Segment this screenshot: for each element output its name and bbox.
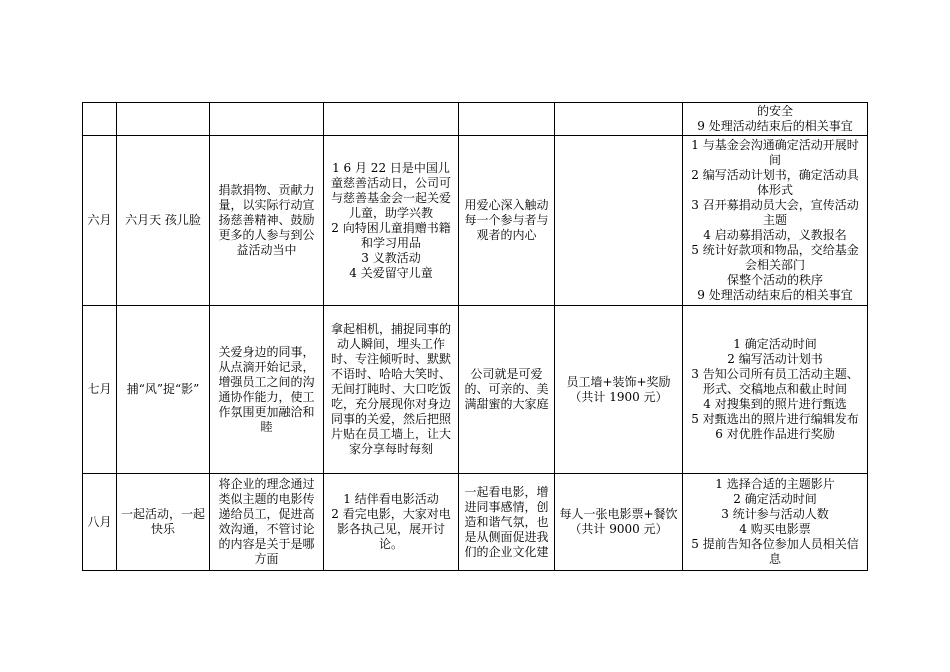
content-cell bbox=[324, 136, 459, 306]
step-line: 4 购买电影票 bbox=[739, 522, 811, 536]
purpose-cell: 将企业的理念通过类似主题的电影传递给员工，促进高效沟通，不管讨论的内容是关于是哪方面 bbox=[210, 474, 324, 571]
table-row bbox=[83, 306, 868, 474]
content-line: 拿起相机，捕捉同事的动人瞬间，埋头工作时、专注倾听时、默默不语时、哈哈大笑时、无间打盹时、大口吃饭吃，充分展现你对身边同事的关爱，然后把照片贴在员工墙上，让大家分享每时每刻 bbox=[330, 322, 451, 456]
meaning-cell: 一起看电影，增进同事感情，创造和谐气氛，也是从侧面促进我们的企业文化建 bbox=[459, 474, 555, 571]
content-cell bbox=[324, 306, 459, 474]
purpose-cell bbox=[210, 103, 324, 136]
theme-cell: 捕“风”捉“影” bbox=[117, 306, 210, 474]
month-cell: 六月 bbox=[83, 136, 117, 306]
step-line: 5 对甄选出的照片进行编辑发布 bbox=[691, 412, 859, 426]
content-line: 1 结伴看电影活动 bbox=[343, 492, 439, 506]
month-cell bbox=[83, 103, 117, 136]
step-line: 2 编写活动计划书 bbox=[727, 352, 823, 366]
step-line: 2 编写活动计划书，确定活动具体形式 bbox=[691, 168, 859, 197]
theme-cell: 一起活动，一起快乐 bbox=[117, 474, 210, 571]
step-line: 的安全 bbox=[756, 104, 793, 118]
budget-line: （共计 9000 元） bbox=[569, 522, 668, 536]
theme-cell bbox=[117, 103, 210, 136]
step-line: 保整个活动的秩序 bbox=[726, 273, 823, 287]
step-line: 1 选择合适的主题影片 bbox=[715, 477, 835, 491]
step-line: 3 统计参与活动人数 bbox=[721, 507, 829, 521]
content-line: 2 向特困儿童捐赠书籍和学习用品 bbox=[331, 220, 451, 250]
month-cell: 八月 bbox=[83, 474, 117, 571]
purpose-cell: 关爱身边的同事，从点滴开始记录，增强员工之间的沟通协作能力，使工作氛围更加融洽和睦 bbox=[210, 306, 324, 474]
budget-cell bbox=[555, 474, 683, 571]
step-line: 2 确定活动时间 bbox=[733, 492, 817, 506]
step-line: 3 告知公司所有员工活动主题、形式、交稿地点和截止时间 bbox=[691, 367, 859, 396]
table-row bbox=[83, 103, 868, 136]
budget-line: 员工墙+装饰+奖励 bbox=[566, 374, 671, 389]
steps-cell bbox=[683, 103, 868, 136]
budget-line: （共计 1900 元） bbox=[569, 389, 668, 404]
table-row bbox=[83, 474, 868, 571]
purpose-cell: 捐款捐物、贡献力量，以实际行动宣扬慈善精神、鼓励更多的人参与到公益活动当中 bbox=[210, 136, 324, 306]
step-line: 4 启动募捐活动，义教报名 bbox=[703, 228, 847, 242]
activity-plan-table bbox=[82, 102, 868, 571]
month-cell: 七月 bbox=[83, 306, 117, 474]
meaning-cell: 用爱心深入触动每一个参与者与观者的内心 bbox=[459, 136, 555, 306]
step-line: 3 召开募捐动员大会，宣传活动主题 bbox=[691, 198, 859, 227]
budget-cell bbox=[555, 306, 683, 474]
step-line: 1 与基金会沟通确定活动开展时间 bbox=[691, 138, 859, 167]
budget-line: 每人一张电影票+餐饮 bbox=[559, 507, 678, 521]
theme-cell: 六月天 孩儿脸 bbox=[117, 136, 210, 306]
step-line: 6 对优胜作品进行奖励 bbox=[715, 427, 835, 441]
budget-cell bbox=[555, 103, 683, 136]
content-line: 1 6 月 22 日是中国儿童慈善活动日，公司可与慈善基金会一起关爱儿童，助学兴教 bbox=[330, 160, 451, 220]
steps-cell bbox=[683, 474, 868, 571]
budget-cell bbox=[555, 136, 683, 306]
step-line: 5 提前告知各位参加人员相关信息 bbox=[691, 537, 859, 566]
meaning-cell: 公司就是可爱的、可亲的、美满甜蜜的大家庭 bbox=[459, 306, 555, 474]
step-line: 9 处理活动结束后的相关事宜 bbox=[697, 288, 853, 302]
steps-cell bbox=[683, 306, 868, 474]
meaning-cell bbox=[459, 103, 555, 136]
content-line: 4 关爱留守儿童 bbox=[349, 265, 433, 280]
content-line: 2 看完电影，大家对电影各执己见，展开讨论。 bbox=[331, 507, 451, 551]
step-line: 1 确定活动时间 bbox=[733, 337, 817, 351]
content-cell bbox=[324, 474, 459, 571]
content-line: 3 义教活动 bbox=[361, 250, 421, 265]
step-line: 4 对搜集到的照片进行甄选 bbox=[703, 397, 847, 411]
table-row bbox=[83, 136, 868, 306]
content-cell bbox=[324, 103, 459, 136]
step-line: 5 统计好款项和物品，交给基金会相关部门 bbox=[691, 243, 859, 272]
step-line: 9 处理活动结束后的相关事宜 bbox=[697, 119, 853, 133]
steps-cell bbox=[683, 136, 868, 306]
